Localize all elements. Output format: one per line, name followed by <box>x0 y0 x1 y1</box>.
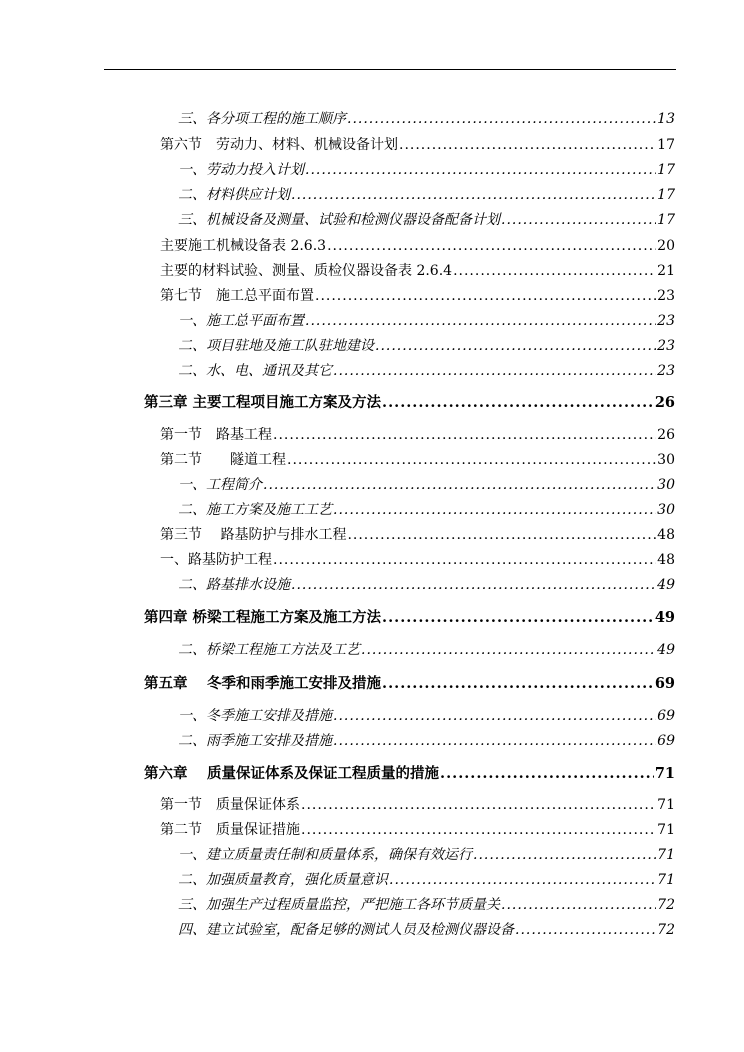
toc-page-number: 23 <box>657 363 675 379</box>
toc-entry-title: 第四章 桥梁工程施工方案及施工方法 <box>144 609 382 626</box>
toc-leader-dots <box>291 186 656 204</box>
toc-leader-dots <box>327 237 656 255</box>
toc-leader-dots <box>333 732 656 750</box>
toc-leader-dots <box>382 394 654 412</box>
toc-chapter-entry[interactable] <box>144 675 675 693</box>
toc-entry-title: 一、劳动力投入计划 <box>178 162 304 178</box>
toc-entry[interactable] <box>178 576 675 594</box>
toc-page-number: 71 <box>657 847 675 863</box>
toc-entry-title: 第七节 施工总平面布置 <box>160 288 314 304</box>
toc-entry[interactable] <box>160 796 675 814</box>
toc-page-number: 30 <box>657 477 675 493</box>
toc-entry-title: 一、工程简介 <box>178 477 262 493</box>
toc-page-number: 71 <box>657 797 675 813</box>
toc-page-number: 23 <box>657 313 675 329</box>
toc-entry-title: 三、加强生产过程质量监控，严把施工各环节质量关 <box>178 897 500 913</box>
toc-entry[interactable] <box>178 871 675 889</box>
toc-leader-dots <box>301 821 656 839</box>
toc-leader-dots <box>333 501 656 519</box>
toc-entry[interactable] <box>160 526 675 544</box>
toc-leader-dots <box>273 426 656 444</box>
toc-entry[interactable] <box>178 362 675 380</box>
toc-entry-title: 第五章 冬季和雨季施工安排及措施 <box>144 675 382 692</box>
toc-entry[interactable] <box>178 476 675 494</box>
toc-page-number: 49 <box>654 609 675 626</box>
toc-leader-dots <box>382 675 654 693</box>
toc-entry-title: 三、机械设备及测量、试验和检测仪器设备配备计划 <box>178 212 500 228</box>
toc-entry[interactable] <box>160 237 675 255</box>
toc-page-number: 48 <box>657 552 675 568</box>
toc-entry[interactable] <box>178 846 675 864</box>
toc-entry[interactable] <box>178 186 675 204</box>
toc-entry-title: 一、施工总平面布置 <box>178 313 304 329</box>
toc-page-number: 30 <box>657 452 675 468</box>
toc-entry[interactable] <box>178 161 675 179</box>
toc-page-number: 17 <box>657 137 675 153</box>
toc-page-number: 72 <box>657 897 675 913</box>
toc-entry-title: 第二节 隧道工程 <box>160 452 286 468</box>
toc-entry[interactable] <box>160 287 675 305</box>
toc-leader-dots <box>389 871 656 889</box>
toc-page-number: 49 <box>657 642 675 658</box>
toc-entry[interactable] <box>160 426 675 444</box>
toc-entry[interactable] <box>178 211 675 229</box>
toc-entry-title: 二、施工方案及施工工艺 <box>178 502 332 518</box>
toc-leader-dots <box>501 896 656 914</box>
toc-entry-title: 二、项目驻地及施工队驻地建设 <box>178 338 374 354</box>
toc-leader-dots <box>291 576 656 594</box>
toc-page-number: 69 <box>657 733 675 749</box>
toc-leader-dots <box>301 796 656 814</box>
toc-leader-dots <box>263 476 656 494</box>
toc-entry[interactable] <box>160 551 675 569</box>
toc-page-number: 17 <box>657 162 675 178</box>
toc-entry[interactable] <box>178 641 675 659</box>
toc-entry-title: 二、加强质量教育，强化质量意识 <box>178 872 388 888</box>
toc-leader-dots <box>515 921 656 939</box>
toc-entry-title: 第六章 质量保证体系及保证工程质量的措施 <box>144 765 440 782</box>
toc-entry[interactable] <box>178 896 675 914</box>
toc-page-number: 30 <box>657 502 675 518</box>
toc-entry-title: 二、材料供应计划 <box>178 187 290 203</box>
toc-entry[interactable] <box>160 451 675 469</box>
toc-page-number: 72 <box>657 922 675 938</box>
toc-page-number: 71 <box>654 765 675 782</box>
toc-page-number: 17 <box>657 212 675 228</box>
toc-leader-dots <box>375 337 656 355</box>
toc-leader-dots <box>333 362 656 380</box>
toc-page-number: 20 <box>657 238 675 254</box>
toc-leader-dots <box>399 136 656 154</box>
toc-entry-title: 主要施工机械设备表 2.6.3 <box>160 238 327 254</box>
toc-leader-dots <box>333 707 656 725</box>
toc-entry[interactable] <box>178 312 675 330</box>
toc-entry-title: 三、各分项工程的施工顺序 <box>178 111 346 127</box>
toc-entry-title: 四、建立试验室，配备足够的测试人员及检测仪器设备 <box>178 922 514 938</box>
toc-entry[interactable] <box>178 921 675 939</box>
toc-entry[interactable] <box>178 732 675 750</box>
toc-page-number: 23 <box>657 288 675 304</box>
toc-page-number: 71 <box>657 872 675 888</box>
toc-leader-dots <box>273 551 656 569</box>
toc-entry[interactable] <box>178 707 675 725</box>
toc-leader-dots <box>382 609 654 627</box>
toc-page-number: 69 <box>654 675 675 692</box>
toc-page-number: 13 <box>657 111 675 127</box>
toc-entry-title: 第三节 路基防护与排水工程 <box>160 527 347 543</box>
toc-entry-title: 二、桥梁工程施工方法及工艺 <box>178 642 360 658</box>
toc-chapter-entry[interactable] <box>144 609 675 627</box>
toc-entry-title: 主要的材料试验、测量、质检仪器设备表 2.6.4 <box>160 263 453 279</box>
toc-leader-dots <box>501 211 656 229</box>
toc-entry-title: 第六节 劳动力、材料、机械设备计划 <box>160 137 398 153</box>
toc-page-number: 26 <box>654 394 675 411</box>
toc-leader-dots <box>453 262 656 280</box>
toc-page-number: 49 <box>657 577 675 593</box>
toc-leader-dots <box>440 765 654 783</box>
toc-entry[interactable] <box>160 821 675 839</box>
toc-page-number: 23 <box>657 338 675 354</box>
toc-page-number: 26 <box>657 427 675 443</box>
toc-entry-title: 二、雨季施工安排及措施 <box>178 733 332 749</box>
toc-entry-title: 第一节 路基工程 <box>160 427 272 443</box>
toc-page-number: 69 <box>657 708 675 724</box>
toc-leader-dots <box>347 110 656 128</box>
toc-leader-dots <box>473 846 656 864</box>
toc-entry-title: 二、路基排水设施 <box>178 577 290 593</box>
toc-leader-dots <box>361 641 656 659</box>
toc-chapter-entry[interactable] <box>144 765 675 783</box>
toc-entry-title: 第一节 质量保证体系 <box>160 797 300 813</box>
toc-page-number: 71 <box>657 822 675 838</box>
toc-chapter-entry[interactable] <box>144 394 675 412</box>
toc-entry-title: 一、建立质量责任制和质量体系，确保有效运行 <box>178 847 472 863</box>
toc-page-number: 48 <box>657 527 675 543</box>
toc-page-number: 21 <box>657 263 675 279</box>
toc-page-number: 17 <box>657 187 675 203</box>
toc-entry-title: 第二节 质量保证措施 <box>160 822 300 838</box>
toc-entry-title: 一、路基防护工程 <box>160 552 272 568</box>
toc-leader-dots <box>305 312 656 330</box>
toc-leader-dots <box>287 451 656 469</box>
header-rule <box>104 69 676 70</box>
toc-entry-title: 一、冬季施工安排及措施 <box>178 708 332 724</box>
toc-entry[interactable] <box>178 501 675 519</box>
toc-entry-title: 二、水、电、通讯及其它 <box>178 363 332 379</box>
toc-entry[interactable] <box>160 136 675 154</box>
toc-entry[interactable] <box>178 337 675 355</box>
toc-leader-dots <box>315 287 656 305</box>
toc-entry[interactable] <box>178 110 675 128</box>
toc-entry-title: 第三章 主要工程项目施工方案及方法 <box>144 394 382 411</box>
toc-entry[interactable] <box>160 262 675 280</box>
toc-leader-dots <box>347 526 656 544</box>
toc-leader-dots <box>305 161 656 179</box>
